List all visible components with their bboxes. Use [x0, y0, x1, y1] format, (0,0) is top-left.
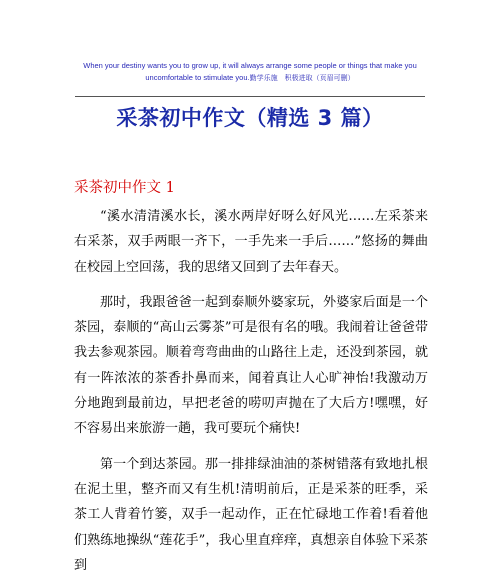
header-line-1: When your destiny wants you to grow up, it will always arrange some people or things that make you: [83, 61, 417, 70]
document-title: 采茶初中作文（精选 3 篇）: [116, 106, 384, 130]
paragraph-1: “溪水清清溪水长，溪水两岸好呀么好风光……左采茶来右采茶，双手两眼一齐下，一手先来一手后……”悠扬的舞曲在校园上空回荡，我的思绪又回到了去年春天。: [74, 209, 428, 275]
header-divider: [75, 96, 425, 97]
section-title: 采茶初中作文 1: [74, 180, 175, 196]
paragraph-2: 那时，我跟爸爸一起到泰顺外婆家玩，外婆家后面是一个茶园，泰顺的“高山云雾茶”可是很有名的哦。我闹着让爸爸带我去参观茶园。顺着弯弯曲曲的山路往上走，还没到茶园，就有一阵浓浓的茶香扑鼻而来，闻着真让人心旷神怡!我激动万分地跑到最前边，早把老爸的唠叨声抛在了大后方!嘿嘿，好不容易出来旅游一趟，我可要玩个痛快!: [74, 294, 428, 437]
body-text: [74, 204, 428, 588]
header-line-2-english: uncomfortable to stimulate you.: [145, 73, 250, 82]
paragraph-3: 第一个到达茶园。那一排排绿油油的茶树错落有致地扎根在泥土里，整齐而又有生机!清明前后，正是采茶的旺季，采茶工人背着竹篓，双手一起动作，正在忙碌地工作着!看着他们熟练地操纵“莲花手”，我心里直痒痒，真想亲自体验下采茶到: [74, 456, 428, 573]
page-header: [0, 60, 500, 84]
header-line-2-chinese: 勤学乐施 积极进取（页眉可删）: [249, 74, 355, 82]
header-line-2: [0, 72, 500, 84]
